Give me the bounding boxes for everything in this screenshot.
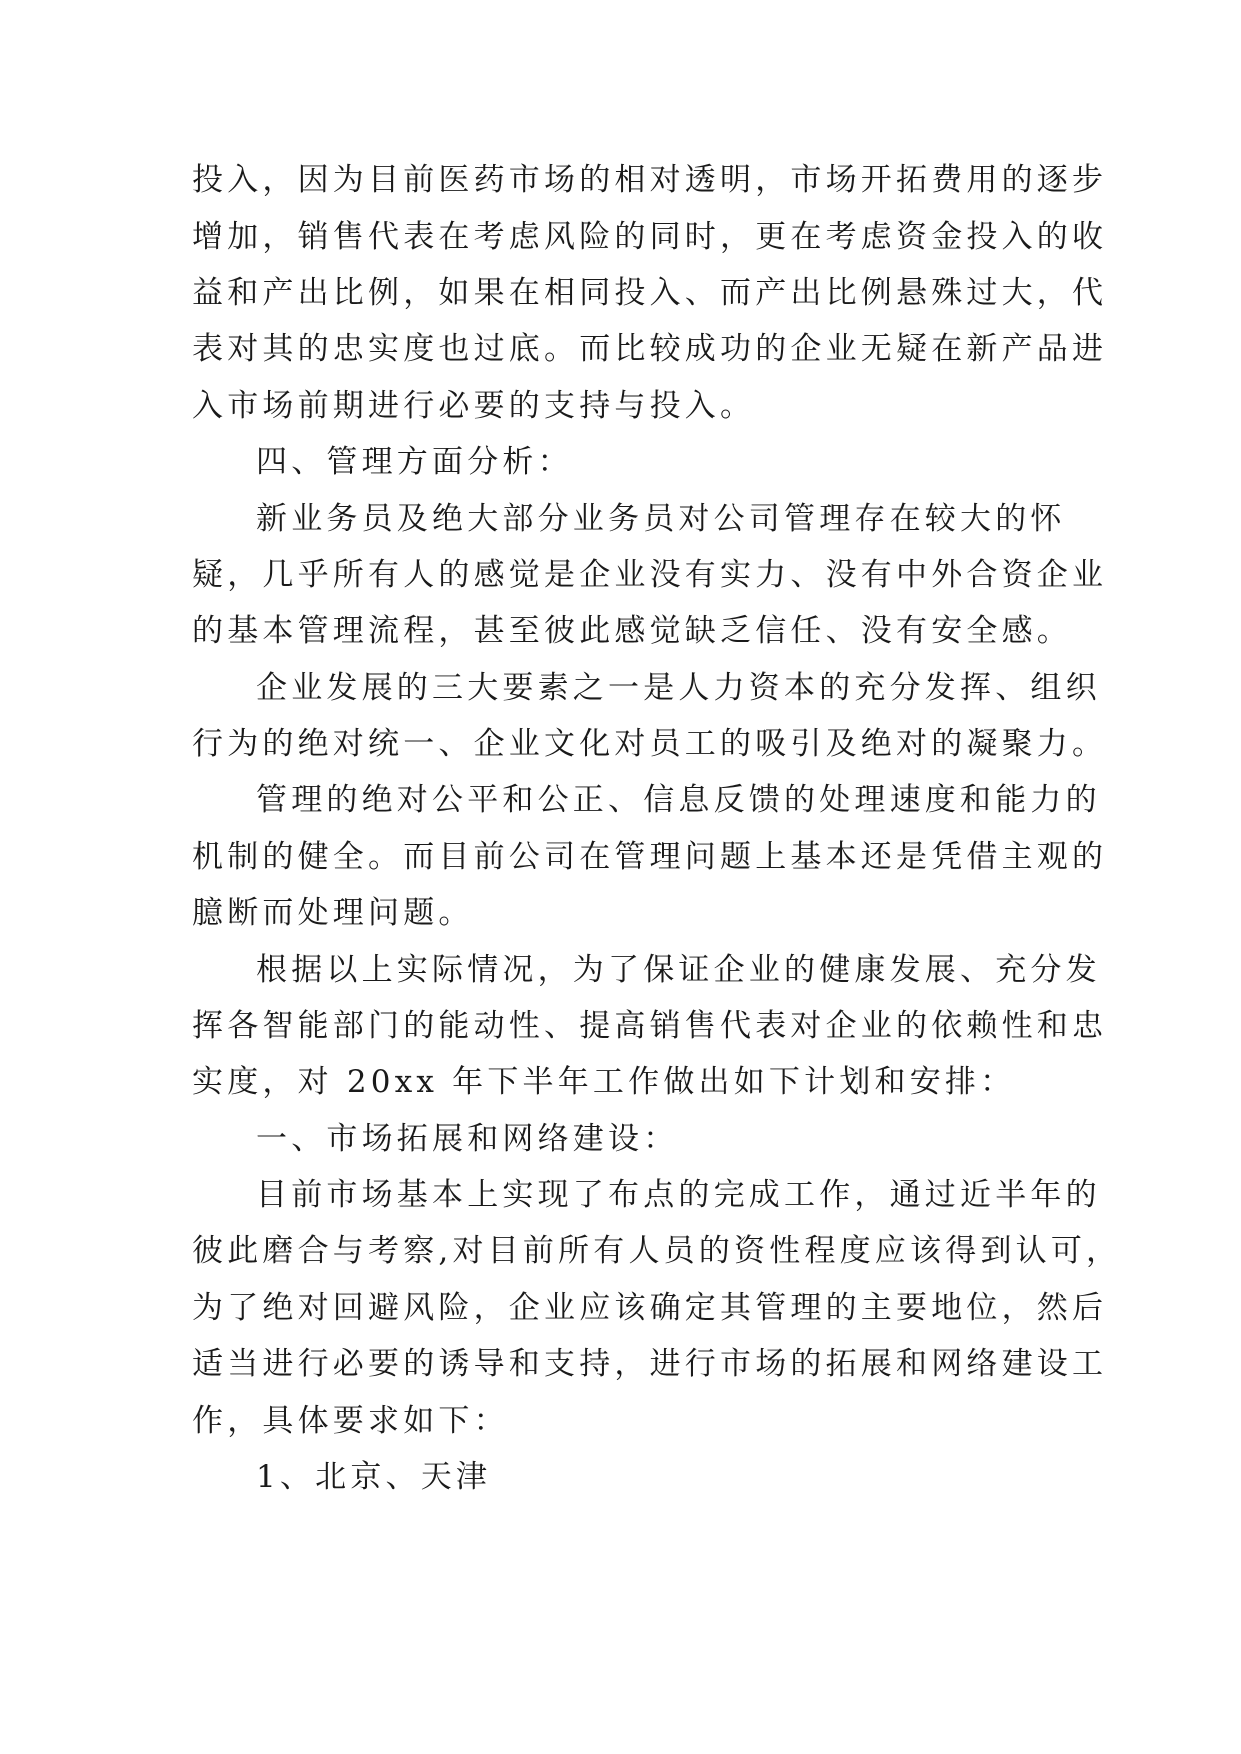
section-heading: 一、市场拓展和网络建设：	[256, 1121, 679, 1157]
text-line: 作，具体要求如下：	[192, 1403, 509, 1439]
text-line: 臆断而处理问题。	[192, 895, 474, 931]
text-line: 表对其的忠实度也过底。而比较成功的企业无疑在新产品进	[192, 331, 1108, 367]
text-line: 机制的健全。而目前公司在管理问题上基本还是凭借主观的	[192, 839, 1108, 875]
text-line: 疑，几乎所有人的感觉是企业没有实力、没有中外合资企业	[192, 557, 1108, 593]
text-line: 彼此磨合与考察,对目前所有人员的资性程度应该得到认可，	[192, 1233, 1122, 1269]
text-line: 企业发展的三大要素之一是人力资本的充分发挥、组织	[256, 670, 1101, 706]
text-line: 为了绝对回避风险，企业应该确定其管理的主要地位，然后	[192, 1290, 1108, 1326]
text-line: 行为的绝对统一、企业文化对员工的吸引及绝对的凝聚力。	[192, 726, 1108, 762]
text-line: 目前市场基本上实现了布点的完成工作，通过近半年的	[256, 1177, 1101, 1213]
text-line: 实度，对 20xx 年下半年工作做出如下计划和安排：	[192, 1064, 1016, 1100]
text-line: 适当进行必要的诱导和支持，进行市场的拓展和网络建设工	[192, 1346, 1108, 1382]
text-line: 的基本管理流程，甚至彼此感觉缺乏信任、没有安全感。	[192, 613, 1072, 649]
text-line: 挥各智能部门的能动性、提高销售代表对企业的依赖性和忠	[192, 1008, 1108, 1044]
text-line: 投入，因为目前医药市场的相对透明，市场开拓费用的逐步	[192, 162, 1108, 198]
text-line: 入市场前期进行必要的支持与投入。	[192, 388, 756, 424]
text-line: 增加，销售代表在考虑风险的同时，更在考虑资金投入的收	[192, 219, 1108, 255]
text-line: 管理的绝对公平和公正、信息反馈的处理速度和能力的	[256, 782, 1101, 818]
list-item: 1、北京、天津	[256, 1459, 492, 1495]
section-heading: 四、管理方面分析：	[256, 444, 573, 480]
text-line: 新业务员及绝大部分业务员对公司管理存在较大的怀	[256, 501, 1066, 537]
text-line: 根据以上实际情况，为了保证企业的健康发展、充分发	[256, 952, 1101, 988]
text-line: 益和产出比例，如果在相同投入、而产出比例悬殊过大，代	[192, 275, 1108, 311]
